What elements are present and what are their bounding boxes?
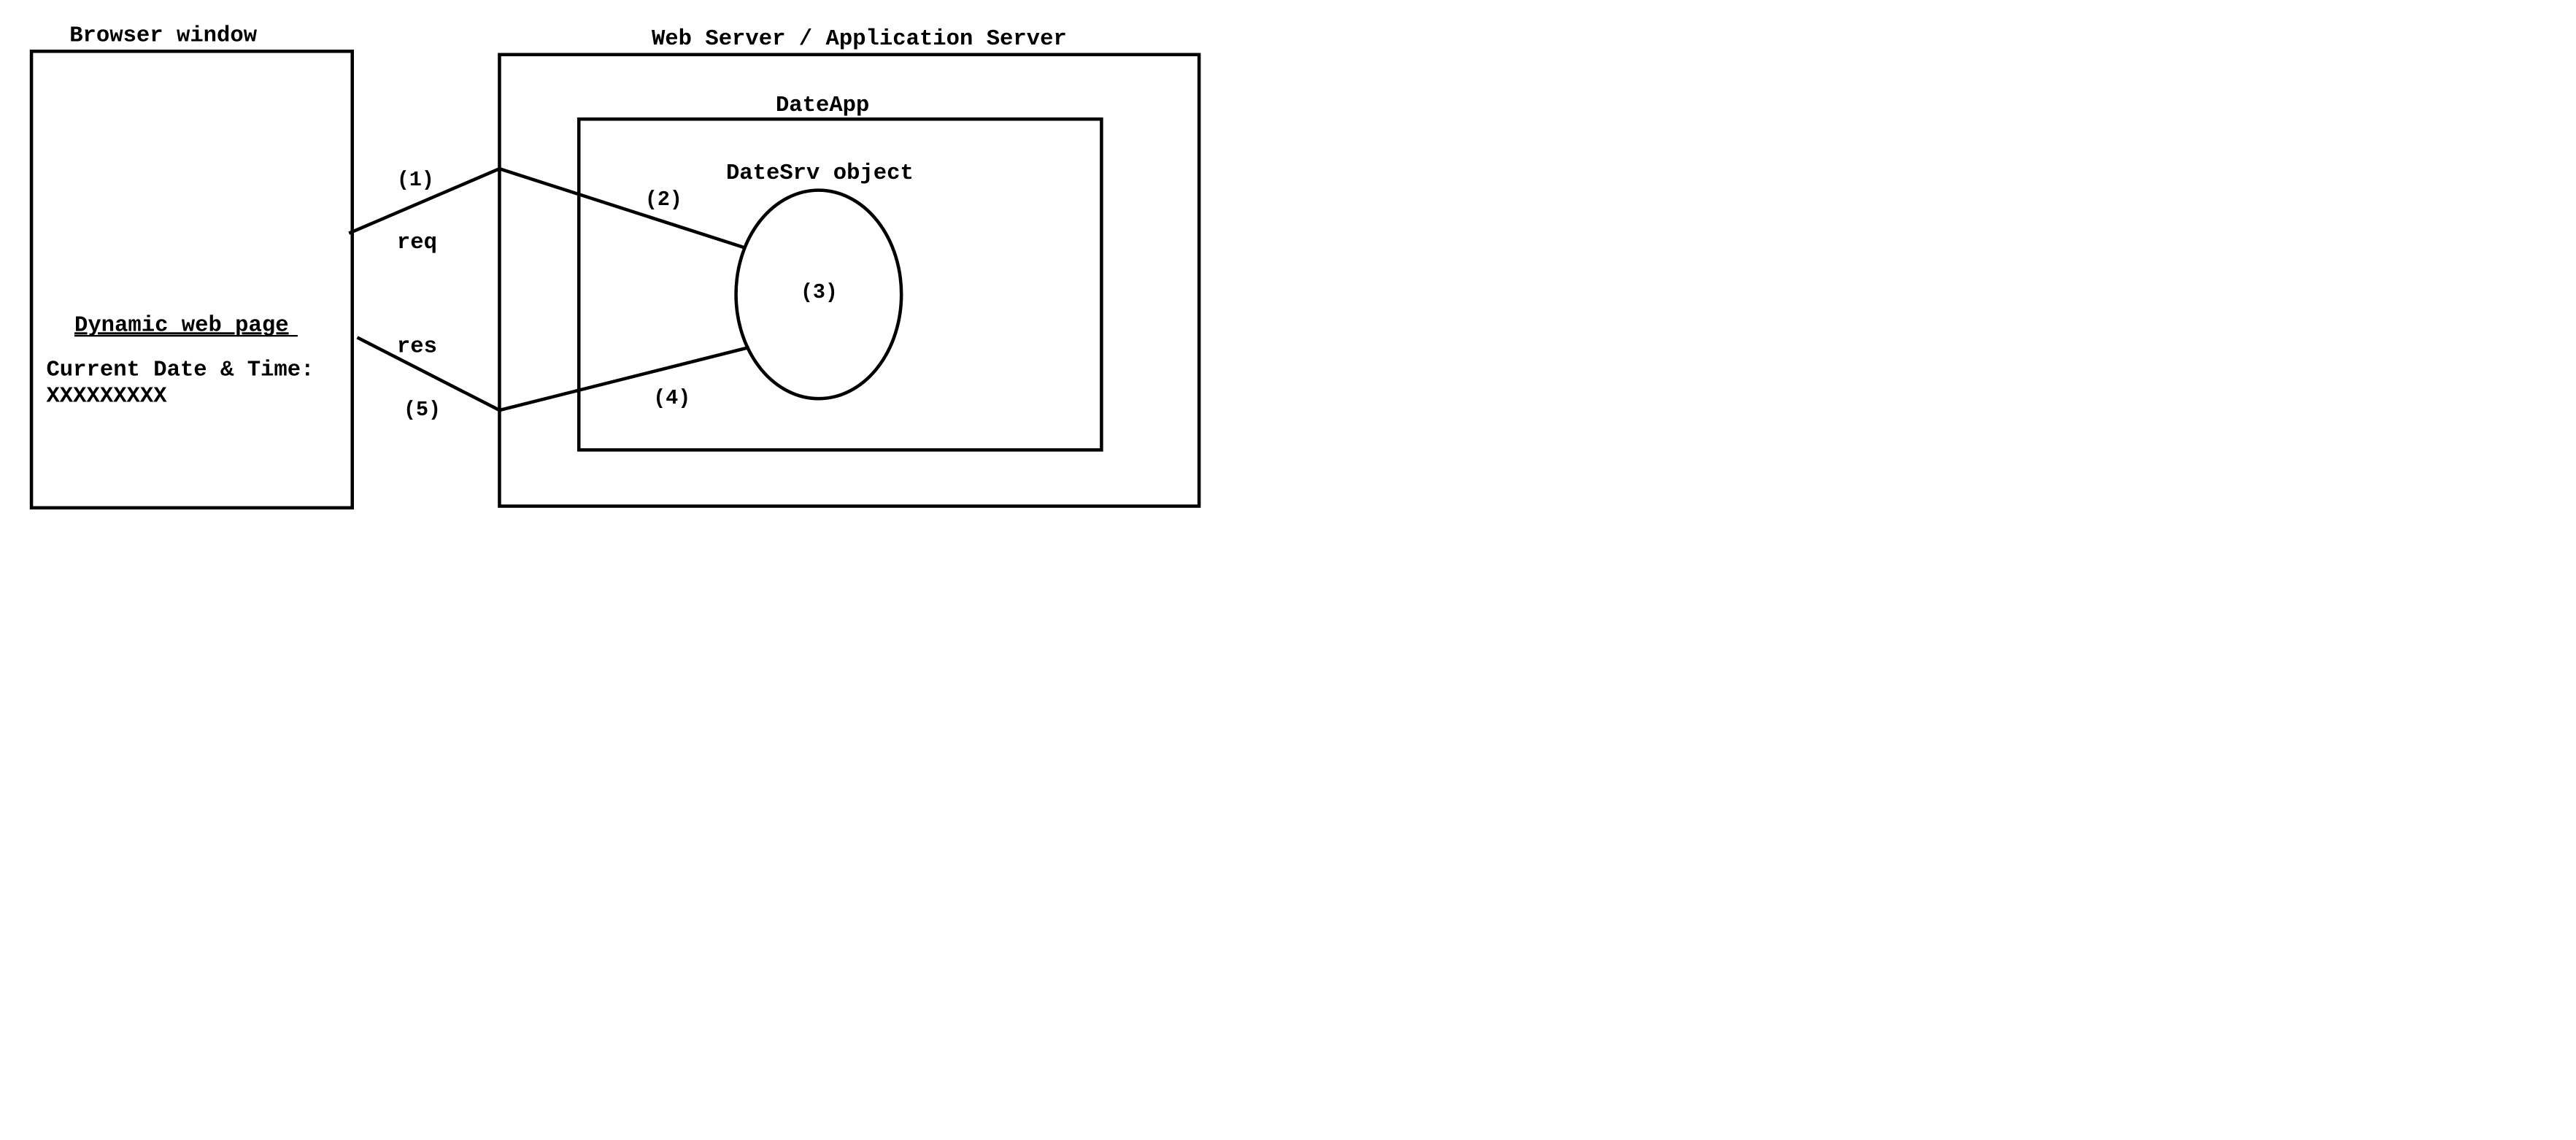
dynamic-web-page-heading: Dynamic web page [74,313,289,339]
req-label: req [396,230,437,255]
step-3-label: (3) [800,280,838,304]
current-date-time-label: Current Date & Time: [46,358,315,383]
server-title: Web Server / Application Server [651,27,1067,53]
server-box [499,55,1199,507]
step-1-label: (1) [396,167,434,192]
browser-window-box [31,51,352,508]
dateapp-title: DateApp [775,93,870,118]
current-date-time-value: XXXXXXXXX [46,384,167,409]
datesrv-object-label: DateSrv object [725,161,914,186]
step-2-label: (2) [644,188,682,212]
res-label: res [396,334,437,360]
browser-window-title: Browser window [69,23,258,49]
step-5-label: (5) [404,397,441,422]
step-4-label: (4) [653,386,691,411]
